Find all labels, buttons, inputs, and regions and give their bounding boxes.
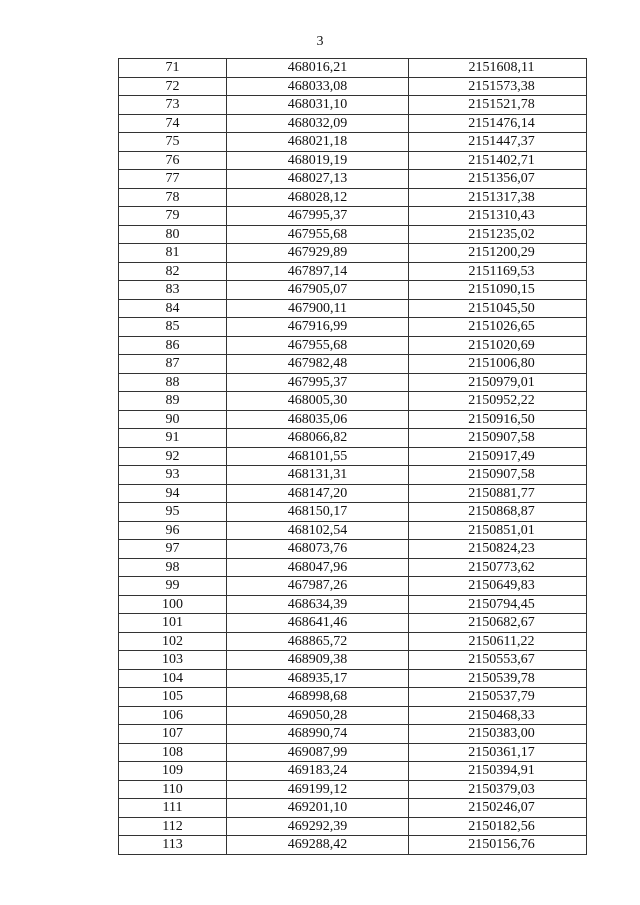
point-number-cell: 112 (119, 817, 227, 836)
y-coordinate-cell: 2151200,29 (409, 244, 587, 263)
table-row (119, 355, 587, 374)
table-row (119, 540, 587, 559)
table-row (119, 262, 587, 281)
table-row (119, 151, 587, 170)
x-coordinate-cell: 467982,48 (227, 355, 409, 374)
table-row (119, 669, 587, 688)
table-row (119, 484, 587, 503)
point-number-cell: 83 (119, 281, 227, 300)
x-coordinate-cell: 468066,82 (227, 429, 409, 448)
point-number-cell: 94 (119, 484, 227, 503)
table-row (119, 651, 587, 670)
x-coordinate-cell: 468641,46 (227, 614, 409, 633)
point-number-cell: 104 (119, 669, 227, 688)
point-number-cell: 93 (119, 466, 227, 485)
point-number-cell: 97 (119, 540, 227, 559)
table-row (119, 577, 587, 596)
x-coordinate-cell: 468047,96 (227, 558, 409, 577)
y-coordinate-cell: 2150156,76 (409, 836, 587, 855)
table-row (119, 706, 587, 725)
table-row (119, 392, 587, 411)
x-coordinate-cell: 467900,11 (227, 299, 409, 318)
table-row (119, 521, 587, 540)
y-coordinate-cell: 2150916,50 (409, 410, 587, 429)
x-coordinate-cell: 469050,28 (227, 706, 409, 725)
y-coordinate-cell: 2151608,11 (409, 59, 587, 78)
x-coordinate-cell: 468102,54 (227, 521, 409, 540)
table-row (119, 743, 587, 762)
y-coordinate-cell: 2150979,01 (409, 373, 587, 392)
table-row (119, 410, 587, 429)
y-coordinate-cell: 2150182,56 (409, 817, 587, 836)
y-coordinate-cell: 2150952,22 (409, 392, 587, 411)
y-coordinate-cell: 2150851,01 (409, 521, 587, 540)
x-coordinate-cell: 469288,42 (227, 836, 409, 855)
y-coordinate-cell: 2151521,78 (409, 96, 587, 115)
point-number-cell: 77 (119, 170, 227, 189)
x-coordinate-cell: 468021,18 (227, 133, 409, 152)
x-coordinate-cell: 468019,19 (227, 151, 409, 170)
x-coordinate-cell: 469087,99 (227, 743, 409, 762)
y-coordinate-cell: 2150394,91 (409, 762, 587, 781)
y-coordinate-cell: 2150383,00 (409, 725, 587, 744)
table-row (119, 688, 587, 707)
table-row (119, 817, 587, 836)
y-coordinate-cell: 2150611,22 (409, 632, 587, 651)
table-row (119, 96, 587, 115)
point-number-cell: 105 (119, 688, 227, 707)
table-row (119, 762, 587, 781)
x-coordinate-cell: 468073,76 (227, 540, 409, 559)
point-number-cell: 103 (119, 651, 227, 670)
y-coordinate-cell: 2151356,07 (409, 170, 587, 189)
x-coordinate-cell: 468935,17 (227, 669, 409, 688)
point-number-cell: 98 (119, 558, 227, 577)
x-coordinate-cell: 469292,39 (227, 817, 409, 836)
y-coordinate-cell: 2150868,87 (409, 503, 587, 522)
y-coordinate-cell: 2150881,77 (409, 484, 587, 503)
point-number-cell: 108 (119, 743, 227, 762)
point-number-cell: 101 (119, 614, 227, 633)
table-row (119, 780, 587, 799)
x-coordinate-cell: 468033,08 (227, 77, 409, 96)
point-number-cell: 113 (119, 836, 227, 855)
x-coordinate-cell: 469199,12 (227, 780, 409, 799)
y-coordinate-cell: 2150379,03 (409, 780, 587, 799)
point-number-cell: 73 (119, 96, 227, 115)
x-coordinate-cell: 468031,10 (227, 96, 409, 115)
x-coordinate-cell: 467916,99 (227, 318, 409, 337)
point-number-cell: 100 (119, 595, 227, 614)
point-number-cell: 85 (119, 318, 227, 337)
point-number-cell: 81 (119, 244, 227, 263)
point-number-cell: 91 (119, 429, 227, 448)
point-number-cell: 99 (119, 577, 227, 596)
x-coordinate-cell: 468028,12 (227, 188, 409, 207)
y-coordinate-cell: 2151476,14 (409, 114, 587, 133)
table-row (119, 114, 587, 133)
point-number-cell: 110 (119, 780, 227, 799)
y-coordinate-cell: 2150649,83 (409, 577, 587, 596)
point-number-cell: 75 (119, 133, 227, 152)
point-number-cell: 80 (119, 225, 227, 244)
x-coordinate-cell: 468131,31 (227, 466, 409, 485)
y-coordinate-cell: 2151006,80 (409, 355, 587, 374)
table-row (119, 336, 587, 355)
table-row (119, 207, 587, 226)
y-coordinate-cell: 2150907,58 (409, 466, 587, 485)
point-number-cell: 107 (119, 725, 227, 744)
y-coordinate-cell: 2150682,67 (409, 614, 587, 633)
x-coordinate-cell: 468016,21 (227, 59, 409, 78)
x-coordinate-cell: 468990,74 (227, 725, 409, 744)
y-coordinate-cell: 2151573,38 (409, 77, 587, 96)
x-coordinate-cell: 467905,07 (227, 281, 409, 300)
y-coordinate-cell: 2150246,07 (409, 799, 587, 818)
table-row (119, 373, 587, 392)
point-number-cell: 86 (119, 336, 227, 355)
y-coordinate-cell: 2151020,69 (409, 336, 587, 355)
x-coordinate-cell: 467995,37 (227, 373, 409, 392)
x-coordinate-cell: 468005,30 (227, 392, 409, 411)
table-row (119, 799, 587, 818)
table-row (119, 59, 587, 78)
y-coordinate-cell: 2150553,67 (409, 651, 587, 670)
table-row (119, 318, 587, 337)
table-row (119, 558, 587, 577)
y-coordinate-cell: 2151045,50 (409, 299, 587, 318)
table-row (119, 503, 587, 522)
table-row (119, 188, 587, 207)
table-row (119, 170, 587, 189)
x-coordinate-cell: 468035,06 (227, 410, 409, 429)
x-coordinate-cell: 467995,37 (227, 207, 409, 226)
table-row (119, 133, 587, 152)
table-row (119, 429, 587, 448)
x-coordinate-cell: 468032,09 (227, 114, 409, 133)
x-coordinate-cell: 467955,68 (227, 225, 409, 244)
x-coordinate-cell: 467929,89 (227, 244, 409, 263)
point-number-cell: 87 (119, 355, 227, 374)
y-coordinate-cell: 2150773,62 (409, 558, 587, 577)
table-row (119, 614, 587, 633)
y-coordinate-cell: 2151235,02 (409, 225, 587, 244)
y-coordinate-cell: 2150794,45 (409, 595, 587, 614)
point-number-cell: 71 (119, 59, 227, 78)
point-number-cell: 109 (119, 762, 227, 781)
point-number-cell: 92 (119, 447, 227, 466)
table-row (119, 244, 587, 263)
table-row (119, 299, 587, 318)
point-number-cell: 76 (119, 151, 227, 170)
table-row (119, 725, 587, 744)
x-coordinate-cell: 467897,14 (227, 262, 409, 281)
point-number-cell: 82 (119, 262, 227, 281)
point-number-cell: 79 (119, 207, 227, 226)
point-number-cell: 84 (119, 299, 227, 318)
table-row (119, 225, 587, 244)
x-coordinate-cell: 467987,26 (227, 577, 409, 596)
y-coordinate-cell: 2151026,65 (409, 318, 587, 337)
point-number-cell: 74 (119, 114, 227, 133)
y-coordinate-cell: 2151310,43 (409, 207, 587, 226)
table-row (119, 281, 587, 300)
point-number-cell: 72 (119, 77, 227, 96)
x-coordinate-cell: 469201,10 (227, 799, 409, 818)
y-coordinate-cell: 2150824,23 (409, 540, 587, 559)
table-row (119, 836, 587, 855)
x-coordinate-cell: 468027,13 (227, 170, 409, 189)
y-coordinate-cell: 2151402,71 (409, 151, 587, 170)
y-coordinate-cell: 2150537,79 (409, 688, 587, 707)
x-coordinate-cell: 468865,72 (227, 632, 409, 651)
point-number-cell: 88 (119, 373, 227, 392)
x-coordinate-cell: 468101,55 (227, 447, 409, 466)
coordinates-table-body (119, 59, 587, 855)
point-number-cell: 89 (119, 392, 227, 411)
point-number-cell: 111 (119, 799, 227, 818)
point-number-cell: 78 (119, 188, 227, 207)
point-number-cell: 90 (119, 410, 227, 429)
point-number-cell: 106 (119, 706, 227, 725)
y-coordinate-cell: 2151317,38 (409, 188, 587, 207)
y-coordinate-cell: 2150907,58 (409, 429, 587, 448)
point-number-cell: 95 (119, 503, 227, 522)
page-number: 3 (316, 34, 324, 49)
point-number-cell: 102 (119, 632, 227, 651)
y-coordinate-cell: 2150361,17 (409, 743, 587, 762)
x-coordinate-cell: 468634,39 (227, 595, 409, 614)
table-row (119, 447, 587, 466)
coordinates-table (118, 58, 587, 855)
y-coordinate-cell: 2151090,15 (409, 281, 587, 300)
y-coordinate-cell: 2150468,33 (409, 706, 587, 725)
x-coordinate-cell: 468150,17 (227, 503, 409, 522)
y-coordinate-cell: 2150917,49 (409, 447, 587, 466)
x-coordinate-cell: 467955,68 (227, 336, 409, 355)
x-coordinate-cell: 468147,20 (227, 484, 409, 503)
y-coordinate-cell: 2151447,37 (409, 133, 587, 152)
table-row (119, 632, 587, 651)
x-coordinate-cell: 469183,24 (227, 762, 409, 781)
table-row (119, 466, 587, 485)
x-coordinate-cell: 468909,38 (227, 651, 409, 670)
table-row (119, 77, 587, 96)
y-coordinate-cell: 2150539,78 (409, 669, 587, 688)
y-coordinate-cell: 2151169,53 (409, 262, 587, 281)
x-coordinate-cell: 468998,68 (227, 688, 409, 707)
point-number-cell: 96 (119, 521, 227, 540)
table-row (119, 595, 587, 614)
